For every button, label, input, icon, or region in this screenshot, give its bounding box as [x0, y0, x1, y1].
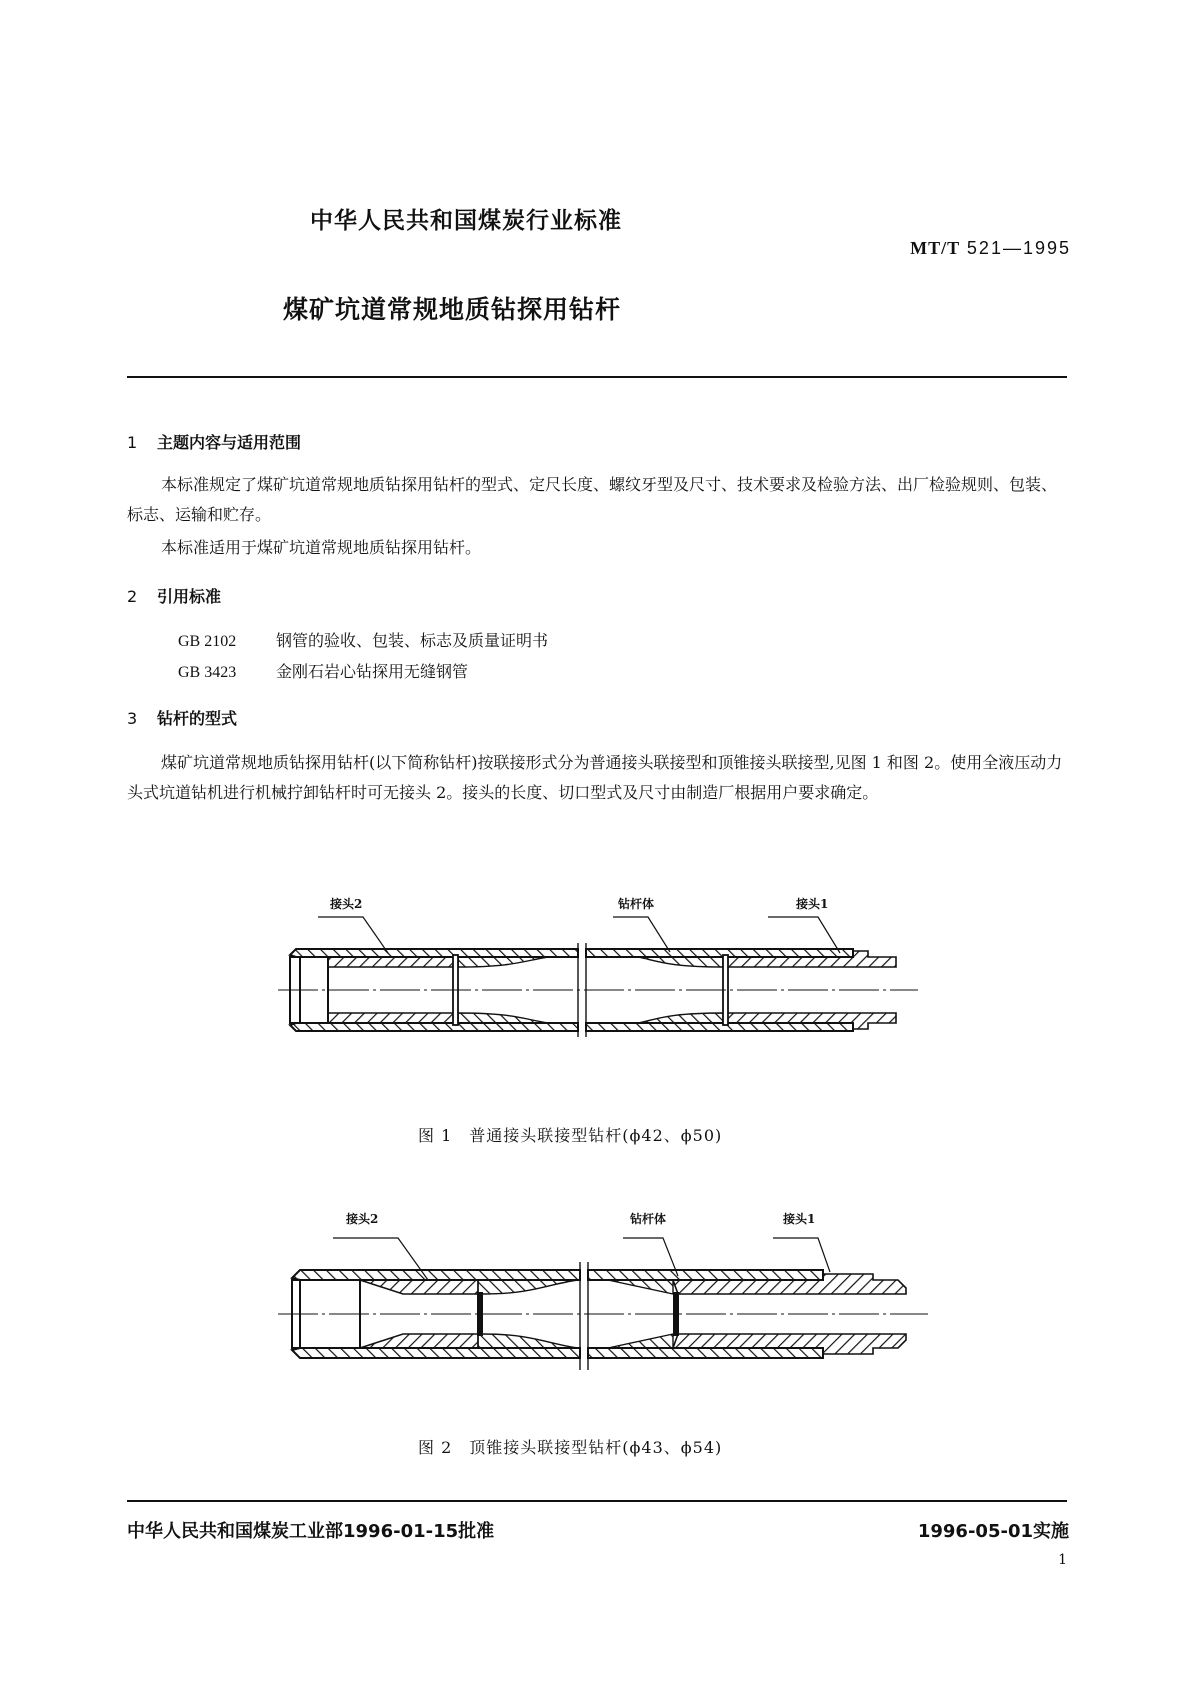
figure-1-caption: 图 1 普通接头联接型钻杆(ϕ42、ϕ50): [418, 1126, 723, 1145]
approval-statement: 中华人民共和国煤炭工业部1996-01-15批准: [127, 1521, 495, 1542]
footer-divider: [127, 1500, 1067, 1502]
reference-item: GB 2102 钢管的验收、包装、标志及质量证明书: [178, 631, 549, 650]
label-joint-1: 接头1: [783, 1212, 816, 1226]
implementation-date: 1996-05-01实施: [917, 1521, 1069, 1542]
section-1-heading: 1 主题内容与适用范围: [127, 433, 302, 452]
label-joint-2: 接头2: [346, 1212, 379, 1226]
reference-item: GB 3423 金刚石岩心钻探用无缝钢管: [178, 662, 469, 681]
label-joint-1: 接头1: [796, 897, 829, 911]
title-divider: [127, 376, 1067, 378]
document-title: 煤矿坑道常规地质钻探用钻杆: [283, 295, 622, 324]
section-1-paragraph-2: 本标准适用于煤矿坑道常规地质钻探用钻杆。: [161, 538, 482, 557]
label-joint-2: 接头2: [330, 897, 363, 911]
figure-2-drawing: [278, 1210, 978, 1390]
issuing-organization: 中华人民共和国煤炭行业标准: [310, 208, 622, 234]
standard-prefix: MT/T: [910, 238, 961, 258]
section-2-heading: 2 引用标准: [127, 587, 222, 606]
standard-code: [910, 238, 1071, 259]
figure-2-caption: 图 2 顶锥接头联接型钻杆(ϕ43、ϕ54): [418, 1438, 723, 1457]
section-3-paragraph-1: 煤矿坑道常规地质钻探用钻杆(以下简称钻杆)按联接形式分为普通接头联接型和顶锥接头联接型,见图 1 和图 2。使用全液压动力头式坑道钻机进行机械拧卸钻杆时可无接头 2。接头的长度、切口型式及尺寸由制造厂根据用户要求确定。: [127, 753, 1063, 802]
label-rod-body: 钻杆体: [618, 897, 655, 911]
section-1-paragraph-1: 本标准规定了煤矿坑道常规地质钻探用钻杆的型式、定尺长度、螺纹牙型及尺寸、技术要求及检验方法、出厂检验规则、包装、标志、运输和贮存。: [127, 475, 1058, 524]
drill-rod-section-icon: [278, 895, 978, 1055]
standard-number: 521—1995: [966, 238, 1071, 258]
section-3-heading: 3 钻杆的型式: [127, 709, 238, 728]
drill-rod-tapered-section-icon: [278, 1210, 978, 1390]
figure-1-drawing: [278, 895, 978, 1055]
page-number: 1: [1058, 1552, 1067, 1568]
label-rod-body: 钻杆体: [630, 1212, 667, 1226]
